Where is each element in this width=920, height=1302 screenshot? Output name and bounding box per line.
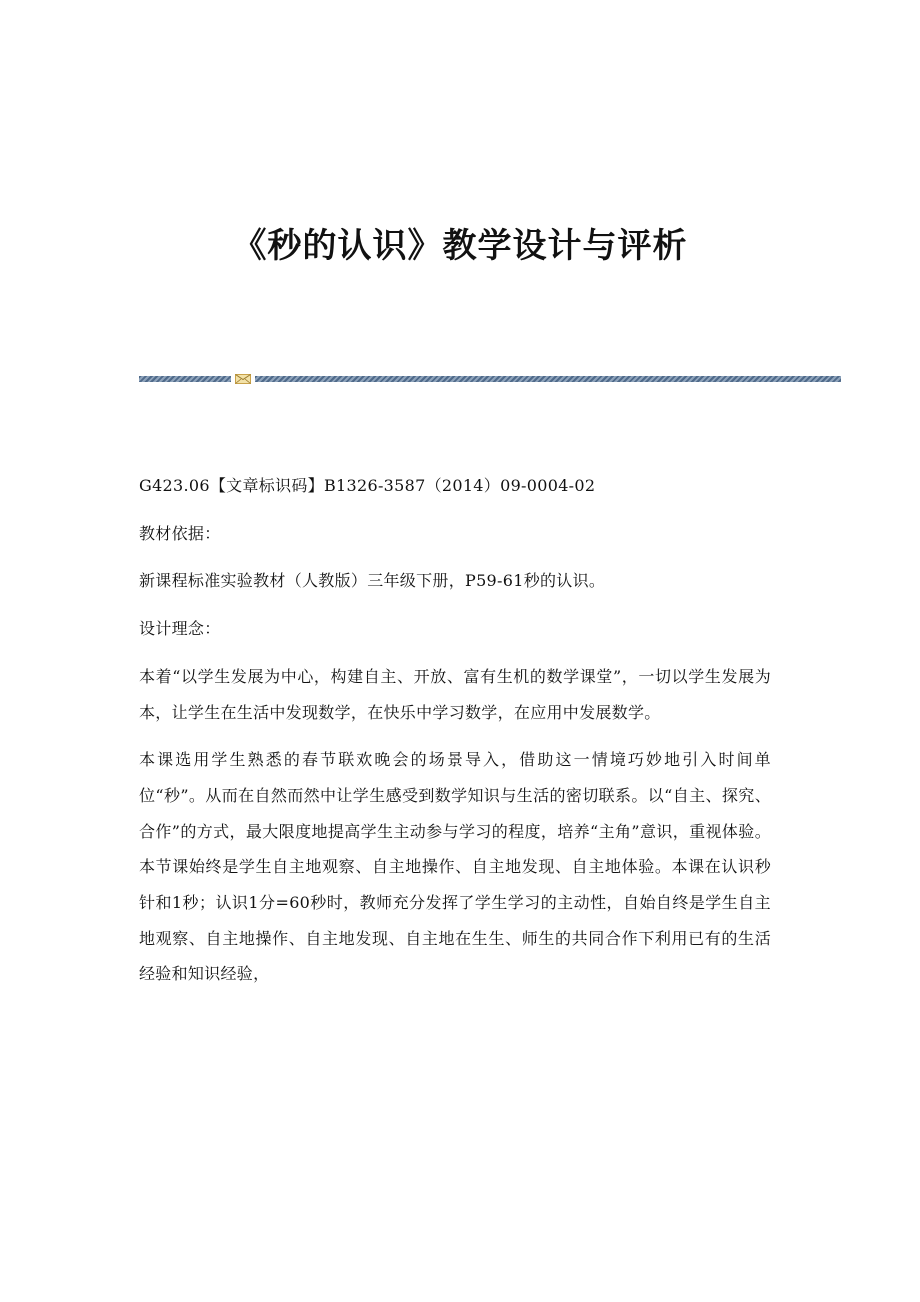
lesson-description-paragraph: 本课选用学生熟悉的春节联欢晚会的场景导入，借助这一情境巧妙地引入时间单位“秒”。从而在自然而然中让学生感受到数学知识与生活的密切联系。以“自主、探究、合作”的方式，最大限度地提高学生主动参与学习的程度，培养“主角”意识，重视体验。本节课始终是学生自主地观察、自主地操作、自主地发现、自主地体验。本课在认识秒针和1秒；认识1分=60秒时，教师充分发挥了学生学习的主动性，自始自终是学生自主地观察、自主地操作、自主地发现、自主地在生生、师生的共同合作下利用已有的生活经验和知识经验，: [139, 750, 771, 984]
section-heading-textbook: 教材依据：: [139, 523, 221, 543]
title-divider: [139, 374, 841, 384]
divider-bar-right: [255, 376, 841, 382]
textbook-paragraph: 新课程标准实验教材（人教版）三年级下册，P59-61秒的认识。: [139, 571, 606, 591]
envelope-icon: [235, 374, 251, 384]
article-id-line: G423.06【文章标识码】B1326-3587（2014）09-0004-02: [139, 476, 596, 495]
document-body: [139, 468, 771, 1004]
divider-bar-left: [139, 376, 231, 382]
design-concept-paragraph: 本着“以学生发展为中心，构建自主、开放、富有生机的数学课堂”，一切以学生发展为本，让学生在生活中发现数学，在快乐中学习数学，在应用中发展数学。: [139, 666, 771, 722]
document-title: 《秒的认识》教学设计与评析: [232, 226, 688, 266]
section-heading-design-concept: 设计理念：: [139, 619, 221, 639]
